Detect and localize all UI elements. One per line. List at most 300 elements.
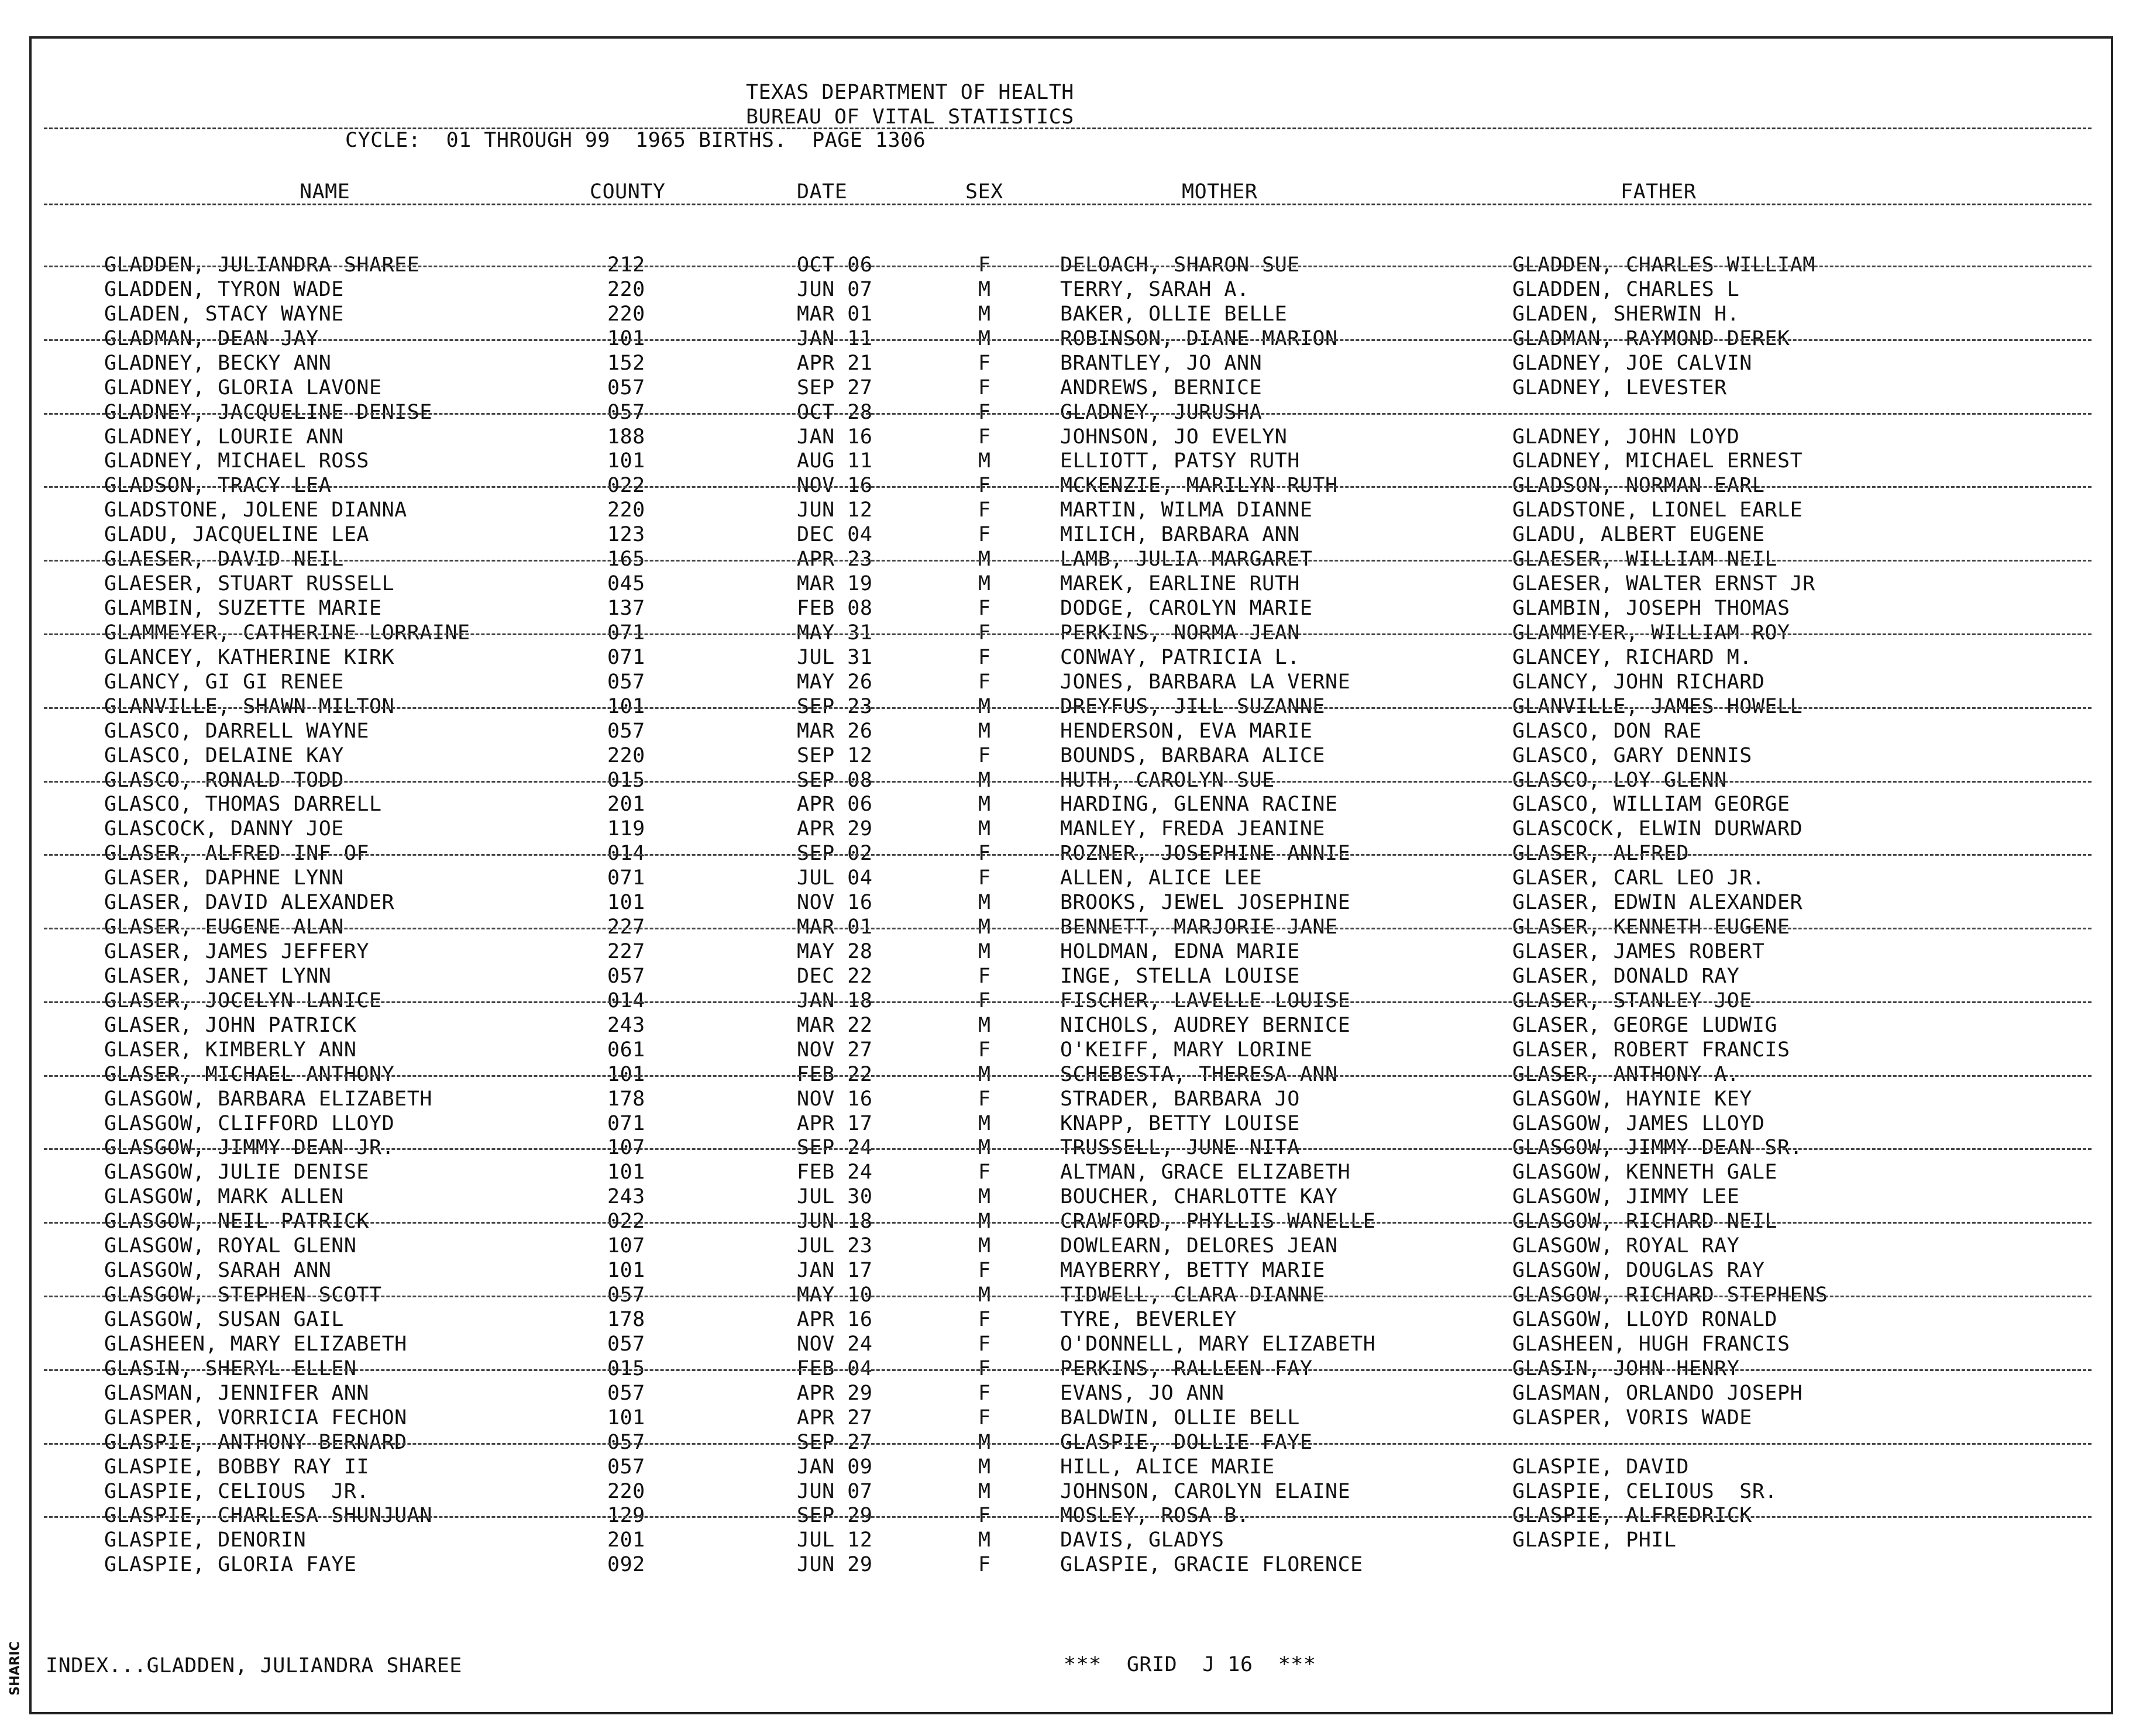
table-row	[0, 743, 2143, 768]
record-father: GLASGOW, DOUGLAS RAY	[1512, 1259, 1765, 1282]
table-row	[0, 1406, 2143, 1430]
table-row	[0, 1135, 2143, 1160]
record-date: SEP 29	[797, 1504, 873, 1527]
table-row	[0, 1234, 2143, 1258]
record-county: 107	[607, 1136, 645, 1159]
record-date: JUL 31	[797, 646, 873, 669]
record-sex: M	[978, 1480, 991, 1503]
record-date: JUL 12	[797, 1528, 873, 1552]
record-date: MAR 01	[797, 302, 873, 326]
record-date: OCT 28	[797, 401, 873, 424]
record-sex: F	[978, 1038, 991, 1062]
record-name: GLASGOW, CLIFFORD LLOYD	[104, 1112, 395, 1135]
table-row	[0, 915, 2143, 939]
record-county: 101	[607, 1406, 645, 1430]
record-county: 057	[607, 1332, 645, 1356]
record-sex: M	[978, 1112, 991, 1135]
record-date: FEB 22	[797, 1063, 873, 1086]
table-row	[0, 351, 2143, 376]
record-mother: BRANTLEY, JO ANN	[1060, 352, 1263, 375]
record-sex: M	[978, 1528, 991, 1552]
record-mother: ROZNER, JOSEPHINE ANNIE	[1060, 842, 1351, 865]
record-date: FEB 24	[797, 1160, 873, 1184]
record-county: 015	[607, 1357, 645, 1380]
record-date: FEB 08	[797, 597, 873, 620]
record-date: DEC 04	[797, 523, 873, 546]
record-name: GLADNEY, BECKY ANN	[104, 352, 332, 375]
table-row	[0, 522, 2143, 547]
record-mother: HENDERSON, EVA MARIE	[1060, 719, 1313, 743]
record-father: GLASER, ROBERT FRANCIS	[1512, 1038, 1790, 1062]
record-date: MAR 26	[797, 719, 873, 743]
table-row	[0, 1111, 2143, 1136]
record-father: GLADNEY, LEVESTER	[1512, 376, 1727, 399]
record-sex: F	[978, 253, 991, 277]
table-row	[0, 1332, 2143, 1356]
table-row	[0, 449, 2143, 473]
record-date: SEP 27	[797, 376, 873, 399]
record-date: SEP 23	[797, 695, 873, 718]
record-father: GLADDEN, CHARLES L	[1512, 278, 1740, 301]
record-name: GLASCO, DELAINE KAY	[104, 744, 344, 767]
record-father: GLADSON, NORMAN EARL	[1512, 474, 1765, 497]
record-date: NOV 16	[797, 1087, 873, 1111]
record-county: 220	[607, 302, 645, 326]
record-sex: M	[978, 1283, 991, 1307]
record-date: JAN 16	[797, 425, 873, 449]
record-name: GLADMAN, DEAN JAY	[104, 327, 319, 350]
table-row	[0, 1455, 2143, 1479]
record-sex: F	[978, 1087, 991, 1111]
table-row	[0, 1283, 2143, 1307]
record-father: GLANVILLE, JAMES HOWELL	[1512, 695, 1803, 718]
record-father: GLASGOW, ROYAL RAY	[1512, 1234, 1740, 1258]
record-sex: F	[978, 989, 991, 1012]
record-mother: BENNETT, MARJORIE JANE	[1060, 915, 1338, 939]
record-county: 220	[607, 744, 645, 767]
record-mother: CRAWFORD, PHYLLIS WANELLE	[1060, 1210, 1376, 1233]
table-row	[0, 596, 2143, 621]
record-name: GLASPIE, CHARLESA SHUNJUAN	[104, 1504, 432, 1527]
record-date: JAN 17	[797, 1259, 873, 1282]
record-sex: M	[978, 547, 991, 571]
record-name: GLADNEY, MICHAEL ROSS	[104, 449, 370, 473]
record-date: APR 23	[797, 547, 873, 571]
record-date: JAN 18	[797, 989, 873, 1012]
record-mother: GLASPIE, GRACIE FLORENCE	[1060, 1553, 1363, 1576]
record-county: 165	[607, 547, 645, 571]
table-row	[0, 1381, 2143, 1406]
table-row	[0, 1356, 2143, 1381]
record-mother: MAYBERRY, BETTY MARIE	[1060, 1259, 1326, 1282]
record-father: GLAESER, WALTER ERNST JR	[1512, 572, 1815, 595]
side-stamp-text: SHARIC	[8, 1641, 23, 1696]
table-row	[0, 645, 2143, 670]
record-county: 201	[607, 793, 645, 816]
record-date: AUG 11	[797, 449, 873, 473]
column-header-rule	[44, 204, 2092, 205]
record-father: GLAMBIN, JOSEPH THOMAS	[1512, 597, 1790, 620]
table-row	[0, 792, 2143, 817]
record-name: GLADNEY, JACQUELINE DENISE	[104, 401, 432, 424]
record-name: GLADEN, STACY WAYNE	[104, 302, 344, 326]
record-mother: BAKER, OLLIE BELLE	[1060, 302, 1288, 326]
table-row	[0, 253, 2143, 277]
record-mother: HILL, ALICE MARIE	[1060, 1455, 1275, 1479]
record-mother: JOHNSON, CAROLYN ELAINE	[1060, 1480, 1351, 1503]
record-county: 057	[607, 1455, 645, 1479]
table-row	[0, 400, 2143, 425]
record-county: 022	[607, 474, 645, 497]
record-name: GLADSTONE, JOLENE DIANNA	[104, 498, 407, 522]
record-county: 101	[607, 449, 645, 473]
record-name: GLASGOW, BARBARA ELIZABETH	[104, 1087, 432, 1111]
record-father: GLASER, ALFRED	[1512, 842, 1690, 865]
record-sex: M	[978, 572, 991, 595]
record-date: FEB 04	[797, 1357, 873, 1380]
record-county: 220	[607, 1480, 645, 1503]
record-father: GLASER, DONALD RAY	[1512, 965, 1740, 988]
record-sex: M	[978, 1210, 991, 1233]
table-row	[0, 964, 2143, 988]
table-row	[0, 939, 2143, 964]
record-name: GLADNEY, GLORIA LAVONE	[104, 376, 382, 399]
record-name: GLASGOW, SUSAN GAIL	[104, 1308, 344, 1331]
record-name: GLASER, JANET LYNN	[104, 965, 332, 988]
record-name: GLASMAN, JENNIFER ANN	[104, 1382, 370, 1405]
record-sex: F	[978, 1406, 991, 1430]
record-sex: F	[978, 1357, 991, 1380]
record-date: APR 27	[797, 1406, 873, 1430]
column-header-sex: SEX	[965, 180, 1003, 204]
table-row	[0, 473, 2143, 498]
record-county: 107	[607, 1234, 645, 1258]
record-father: GLASGOW, RICHARD STEPHENS	[1512, 1283, 1828, 1307]
record-father: GLADSTONE, LIONEL EARLE	[1512, 498, 1803, 522]
record-mother: ELLIOTT, PATSY RUTH	[1060, 449, 1300, 473]
record-sex: M	[978, 695, 991, 718]
table-row	[0, 866, 2143, 890]
record-name: GLASER, JOCELYN LANICE	[104, 989, 382, 1012]
table-row	[0, 1552, 2143, 1577]
table-row	[0, 694, 2143, 719]
record-name: GLASGOW, MARK ALLEN	[104, 1185, 344, 1208]
record-county: 101	[607, 891, 645, 914]
record-sex: M	[978, 940, 991, 963]
record-father: GLASER, KENNETH EUGENE	[1512, 915, 1790, 939]
record-sex: F	[978, 352, 991, 375]
record-name: GLASPIE, BOBBY RAY II	[104, 1455, 370, 1479]
record-county: 212	[607, 253, 645, 277]
record-name: GLASPIE, ANTHONY BERNARD	[104, 1431, 407, 1454]
record-date: NOV 16	[797, 891, 873, 914]
record-date: SEP 02	[797, 842, 873, 865]
record-date: SEP 08	[797, 769, 873, 792]
record-county: 061	[607, 1038, 645, 1062]
record-sex: F	[978, 597, 991, 620]
record-father: GLADMAN, RAYMOND DEREK	[1512, 327, 1790, 350]
record-date: APR 21	[797, 352, 873, 375]
record-father: GLAMMEYER, WILLIAM ROY	[1512, 621, 1790, 645]
record-name: GLAMBIN, SUZETTE MARIE	[104, 597, 382, 620]
cycle-line: CYCLE: 01 THROUGH 99 1965 BIRTHS. PAGE 1306	[345, 129, 926, 152]
record-father: GLADNEY, JOHN LOYD	[1512, 425, 1740, 449]
record-sex: M	[978, 449, 991, 473]
record-county: 057	[607, 719, 645, 743]
record-county: 071	[607, 621, 645, 645]
record-county: 071	[607, 1112, 645, 1135]
record-sex: M	[978, 1455, 991, 1479]
record-mother: BOUCHER, CHARLOTTE KAY	[1060, 1185, 1338, 1208]
record-sex: M	[978, 1431, 991, 1454]
record-sex: F	[978, 474, 991, 497]
record-mother: ALLEN, ALICE LEE	[1060, 866, 1263, 890]
record-date: JUL 04	[797, 866, 873, 890]
record-mother: MAREK, EARLINE RUTH	[1060, 572, 1300, 595]
record-county: 045	[607, 572, 645, 595]
record-date: APR 29	[797, 817, 873, 841]
column-header-date: DATE	[797, 180, 848, 204]
record-county: 057	[607, 670, 645, 694]
record-father: GLADEN, SHERWIN H.	[1512, 302, 1740, 326]
record-father: GLADNEY, JOE CALVIN	[1512, 352, 1752, 375]
record-county: 057	[607, 1431, 645, 1454]
table-row	[0, 498, 2143, 522]
report-title-line-2: BUREAU OF VITAL STATISTICS	[746, 105, 1074, 129]
table-row	[0, 841, 2143, 866]
record-mother: MILICH, BARBARA ANN	[1060, 523, 1300, 546]
record-name: GLASGOW, SARAH ANN	[104, 1259, 332, 1282]
record-father: GLASPIE, CELIOUS SR.	[1512, 1480, 1778, 1503]
record-date: JAN 09	[797, 1455, 873, 1479]
record-mother: MCKENZIE, MARILYN RUTH	[1060, 474, 1338, 497]
record-sex: M	[978, 278, 991, 301]
record-name: GLASGOW, STEPHEN SCOTT	[104, 1283, 382, 1307]
record-date: APR 29	[797, 1382, 873, 1405]
table-row	[0, 547, 2143, 571]
table-row	[0, 1528, 2143, 1552]
record-mother: INGE, STELLA LOUISE	[1060, 965, 1300, 988]
record-father: GLASER, EDWIN ALEXANDER	[1512, 891, 1803, 914]
table-row	[0, 890, 2143, 915]
record-father: GLASHEEN, HUGH FRANCIS	[1512, 1332, 1790, 1356]
record-mother: MARTIN, WILMA DIANNE	[1060, 498, 1313, 522]
record-mother: JOHNSON, JO EVELYN	[1060, 425, 1288, 449]
record-date: NOV 27	[797, 1038, 873, 1062]
record-county: 014	[607, 989, 645, 1012]
record-sex: F	[978, 1504, 991, 1527]
record-date: NOV 16	[797, 474, 873, 497]
table-row	[0, 1160, 2143, 1184]
table-row	[0, 1258, 2143, 1283]
record-mother: PERKINS, RALLEEN FAY	[1060, 1357, 1313, 1380]
record-date: APR 17	[797, 1112, 873, 1135]
record-mother: MANLEY, FREDA JEANINE	[1060, 817, 1326, 841]
record-mother: ALTMAN, GRACE ELIZABETH	[1060, 1160, 1351, 1184]
record-mother: HARDING, GLENNA RACINE	[1060, 793, 1338, 816]
record-mother: O'DONNELL, MARY ELIZABETH	[1060, 1332, 1376, 1356]
record-mother: EVANS, JO ANN	[1060, 1382, 1224, 1405]
record-date: APR 06	[797, 793, 873, 816]
record-date: NOV 24	[797, 1332, 873, 1356]
record-date: MAY 10	[797, 1283, 873, 1307]
record-father: GLASGOW, HAYNIE KEY	[1512, 1087, 1752, 1111]
record-name: GLANVILLE, SHAWN MILTON	[104, 695, 395, 718]
record-county: 129	[607, 1504, 645, 1527]
table-row	[0, 988, 2143, 1013]
record-mother: HUTH, CAROLYN SUE	[1060, 769, 1275, 792]
record-county: 101	[607, 1259, 645, 1282]
record-mother: O'KEIFF, MARY LORINE	[1060, 1038, 1313, 1062]
record-sex: F	[978, 866, 991, 890]
record-sex: F	[978, 965, 991, 988]
record-father: GLASMAN, ORLANDO JOSEPH	[1512, 1382, 1803, 1405]
record-sex: M	[978, 891, 991, 914]
record-mother: STRADER, BARBARA JO	[1060, 1087, 1300, 1111]
table-row	[0, 1503, 2143, 1528]
record-county: 101	[607, 695, 645, 718]
record-date: MAY 26	[797, 670, 873, 694]
record-sex: M	[978, 1185, 991, 1208]
record-county: 227	[607, 940, 645, 963]
record-county: 101	[607, 327, 645, 350]
record-sex: F	[978, 523, 991, 546]
record-sex: M	[978, 817, 991, 841]
record-father: GLASIN, JOHN HENRY	[1512, 1357, 1740, 1380]
record-father: GLANCY, JOHN RICHARD	[1512, 670, 1765, 694]
record-date: MAR 22	[797, 1014, 873, 1037]
record-county: 152	[607, 352, 645, 375]
record-sex: F	[978, 670, 991, 694]
record-mother: KNAPP, BETTY LOUISE	[1060, 1112, 1300, 1135]
record-name: GLADSON, TRACY LEA	[104, 474, 332, 497]
footer-grid-reference: *** GRID J 16 ***	[1064, 1653, 1316, 1676]
record-date: APR 16	[797, 1308, 873, 1331]
record-mother: ROBINSON, DIANE MARION	[1060, 327, 1338, 350]
record-sex: F	[978, 1332, 991, 1356]
record-date: SEP 27	[797, 1431, 873, 1454]
record-date: JUN 29	[797, 1553, 873, 1576]
record-county: 092	[607, 1553, 645, 1576]
column-header-mother: MOTHER	[1182, 180, 1258, 204]
record-mother: BALDWIN, OLLIE BELL	[1060, 1406, 1300, 1430]
record-mother: BOUNDS, BARBARA ALICE	[1060, 744, 1326, 767]
column-header-county: COUNTY	[590, 180, 666, 204]
record-father: GLASCO, LOY GLENN	[1512, 769, 1727, 792]
record-father: GLASCO, DON RAE	[1512, 719, 1702, 743]
record-father: GLASPIE, ALFREDRICK	[1512, 1504, 1752, 1527]
record-sex: M	[978, 1063, 991, 1086]
record-name: GLADU, JACQUELINE LEA	[104, 523, 370, 546]
record-mother: DODGE, CAROLYN MARIE	[1060, 597, 1313, 620]
record-sex: F	[978, 1308, 991, 1331]
record-date: JUN 18	[797, 1210, 873, 1233]
record-name: GLASPIE, GLORIA FAYE	[104, 1553, 357, 1576]
record-name: GLASGOW, NEIL PATRICK	[104, 1210, 370, 1233]
record-name: GLASPER, VORRICIA FECHON	[104, 1406, 407, 1430]
record-sex: M	[978, 915, 991, 939]
record-county: 220	[607, 278, 645, 301]
column-header-father: FATHER	[1621, 180, 1697, 204]
record-mother: DAVIS, GLADYS	[1060, 1528, 1224, 1552]
record-sex: F	[978, 498, 991, 522]
record-date: JUN 07	[797, 1480, 873, 1503]
record-mother: DELOACH, SHARON SUE	[1060, 253, 1300, 277]
record-sex: F	[978, 646, 991, 669]
table-row	[0, 1087, 2143, 1111]
record-sex: F	[978, 376, 991, 399]
record-father: GLASER, CARL LEO JR.	[1512, 866, 1765, 890]
record-name: GLANCY, GI GI RENEE	[104, 670, 344, 694]
record-father: GLASPER, VORIS WADE	[1512, 1406, 1752, 1430]
record-county: 137	[607, 597, 645, 620]
record-name: GLASPIE, CELIOUS JR.	[104, 1480, 370, 1503]
record-mother: NICHOLS, AUDREY BERNICE	[1060, 1014, 1351, 1037]
record-county: 014	[607, 842, 645, 865]
footer-index: INDEX...GLADDEN, JULIANDRA SHAREE	[46, 1654, 462, 1678]
record-name: GLADDEN, JULIANDRA SHAREE	[104, 253, 420, 277]
record-name: GLASGOW, JULIE DENISE	[104, 1160, 370, 1184]
record-county: 057	[607, 376, 645, 399]
record-sex: M	[978, 302, 991, 326]
table-row	[0, 1479, 2143, 1504]
record-mother: GLADNEY, JURUSHA	[1060, 401, 1263, 424]
record-county: 057	[607, 401, 645, 424]
record-father: GLASGOW, KENNETH GALE	[1512, 1160, 1778, 1184]
record-mother: TYRE, BEVERLEY	[1060, 1308, 1237, 1331]
side-stamp	[4, 1626, 27, 1725]
table-row	[0, 302, 2143, 326]
record-date: JUN 12	[797, 498, 873, 522]
record-sex: M	[978, 1014, 991, 1037]
record-mother: CONWAY, PATRICIA L.	[1060, 646, 1300, 669]
record-sex: M	[978, 793, 991, 816]
record-sex: M	[978, 327, 991, 350]
record-name: GLASER, JAMES JEFFERY	[104, 940, 370, 963]
record-father: GLASGOW, JIMMY DEAN SR.	[1512, 1136, 1803, 1159]
record-name: GLASER, ALFRED INF OF	[104, 842, 370, 865]
record-date: OCT 06	[797, 253, 873, 277]
record-name: GLASHEEN, MARY ELIZABETH	[104, 1332, 407, 1356]
record-father: GLASER, GEORGE LUDWIG	[1512, 1014, 1778, 1037]
record-father: GLASPIE, DAVID	[1512, 1455, 1690, 1479]
record-father: GLASCO, GARY DENNIS	[1512, 744, 1752, 767]
record-mother: ANDREWS, BERNICE	[1060, 376, 1263, 399]
record-father: GLASGOW, JIMMY LEE	[1512, 1185, 1740, 1208]
record-mother: LAMB, JULIA MARGARET	[1060, 547, 1313, 571]
record-county: 071	[607, 646, 645, 669]
record-date: MAY 28	[797, 940, 873, 963]
record-date: MAY 31	[797, 621, 873, 645]
record-sex: F	[978, 425, 991, 449]
record-date: DEC 22	[797, 965, 873, 988]
table-row	[0, 277, 2143, 302]
record-name: GLASIN, SHERYL ELLEN	[104, 1357, 357, 1380]
record-county: 178	[607, 1308, 645, 1331]
record-name: GLANCEY, KATHERINE KIRK	[104, 646, 395, 669]
record-name: GLASER, MICHAEL ANTHONY	[104, 1063, 395, 1086]
table-row	[0, 817, 2143, 841]
record-county: 243	[607, 1185, 645, 1208]
record-county: 123	[607, 523, 645, 546]
record-mother: HOLDMAN, EDNA MARIE	[1060, 940, 1300, 963]
record-sex: F	[978, 842, 991, 865]
record-mother: DREYFUS, JILL SUZANNE	[1060, 695, 1326, 718]
record-county: 057	[607, 1382, 645, 1405]
record-date: MAR 19	[797, 572, 873, 595]
record-father: GLADDEN, CHARLES WILLIAM	[1512, 253, 1815, 277]
table-row	[0, 719, 2143, 743]
